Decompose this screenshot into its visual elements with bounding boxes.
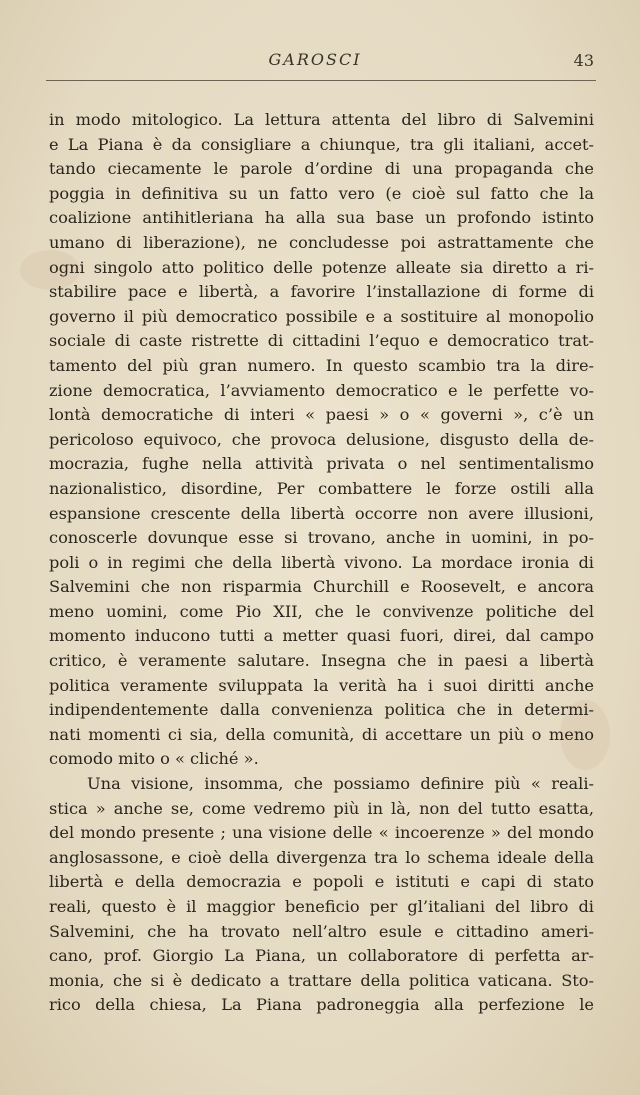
text-line: momento inducono tutti a metter quasi fuori, direi, dal campo: [49, 626, 594, 646]
text-line: sociale di caste ristrette di cittadini l’equo e democratico trat-: [49, 331, 594, 351]
text-line: Salvemini che non risparmia Churchill e Roosevelt, e ancora: [49, 577, 594, 597]
text-line: tando ciecamente le parole d’ordine di una propaganda che: [49, 159, 594, 179]
text-line: lontà democratiche di interi « paesi » o « governi », c’è un: [49, 405, 594, 425]
running-head: [0, 50, 640, 72]
text-line: indipendentemente dalla convenienza politica che in determi-: [49, 700, 594, 720]
page-number: 43: [573, 51, 594, 70]
text-line: tamento del più gran numero. In questo scambio tra la dire-: [49, 355, 594, 375]
text-line: conoscerle dovunque esse si trovano, anche in uomini, in po-: [49, 528, 594, 548]
text-line: monia, che si è dedicato a trattare della politica vaticana. Sto-: [49, 970, 594, 990]
text-line: poli o in regimi che della libertà vivono. La mordace ironia di: [49, 552, 594, 572]
text-line: rico della chiesa, La Piana padroneggia alla perfezione le: [49, 995, 594, 1015]
text-line: umano di liberazione), ne concludesse poi astrattamente che: [49, 232, 594, 252]
text-line: libertà e della democrazia e popoli e istituti e capi di stato: [49, 872, 594, 892]
text-line: in modo mitologico. La lettura attenta del libro di Salvemini: [49, 110, 594, 129]
text-line: espansione crescente della libertà occorre non avere illusioni,: [49, 503, 594, 523]
text-line: stabilire pace e libertà, a favorire l’installazione di forme di: [49, 282, 594, 302]
header-rule: [46, 80, 596, 81]
text-line: Salvemini, che ha trovato nell’altro esule e cittadino ameri-: [49, 921, 594, 941]
text-line: coalizione antihitleriana ha alla sua base un profondo istinto: [49, 208, 594, 228]
text-line: pericoloso equivoco, che provoca delusione, disgusto della de-: [49, 429, 594, 449]
text-line: e La Piana è da consigliare a chiunque, tra gli italiani, accet-: [49, 134, 594, 154]
paragraph-start-line: Una visione, insomma, che possiamo definire più « reali-: [87, 774, 594, 794]
text-line: mocrazia, fughe nella attività privata o nel sentimentalismo: [49, 454, 594, 474]
text-line: zione democratica, l’avviamento democratico e le perfette vo-: [49, 380, 594, 400]
text-line: anglosassone, e cioè della divergenza tra lo schema ideale della: [49, 847, 594, 867]
text-line: politica veramente sviluppata la verità ha i suoi diritti anche: [49, 675, 594, 695]
running-title: GAROSCI: [268, 50, 362, 69]
text-line: reali, questo è il maggior beneficio per gl’italiani del libro di: [49, 897, 594, 916]
text-line: poggia in definitiva su un fatto vero (e cioè sul fatto che la: [49, 183, 594, 203]
text-line: stica » anche se, come vedremo più in là, non del tutto esatta,: [49, 798, 594, 818]
text-line: nati momenti ci sia, della comunità, di accettare un più o meno: [49, 724, 594, 744]
text-line: meno uomini, come Pio XII, che le convivenze politiche del: [49, 601, 594, 621]
text-line: del mondo presente ; una visione delle « incoerenze » del mondo: [49, 823, 594, 843]
paragraph-end-line: comodo mito o « cliché ».: [49, 749, 259, 769]
text-line: critico, è veramente salutare. Insegna che in paesi a libertà: [49, 651, 594, 671]
text-line: ogni singolo atto politico delle potenze alleate sia diretto a ri-: [49, 257, 594, 277]
text-line: cano, prof. Giorgio La Piana, un collaboratore di perfetta ar-: [49, 946, 594, 966]
text-line: governo il più democratico possibile e a sostituire al monopolio: [49, 306, 594, 326]
text-line: nazionalistico, disordine, Per combattere le forze ostili alla: [49, 478, 594, 498]
body-text: [49, 108, 594, 1018]
